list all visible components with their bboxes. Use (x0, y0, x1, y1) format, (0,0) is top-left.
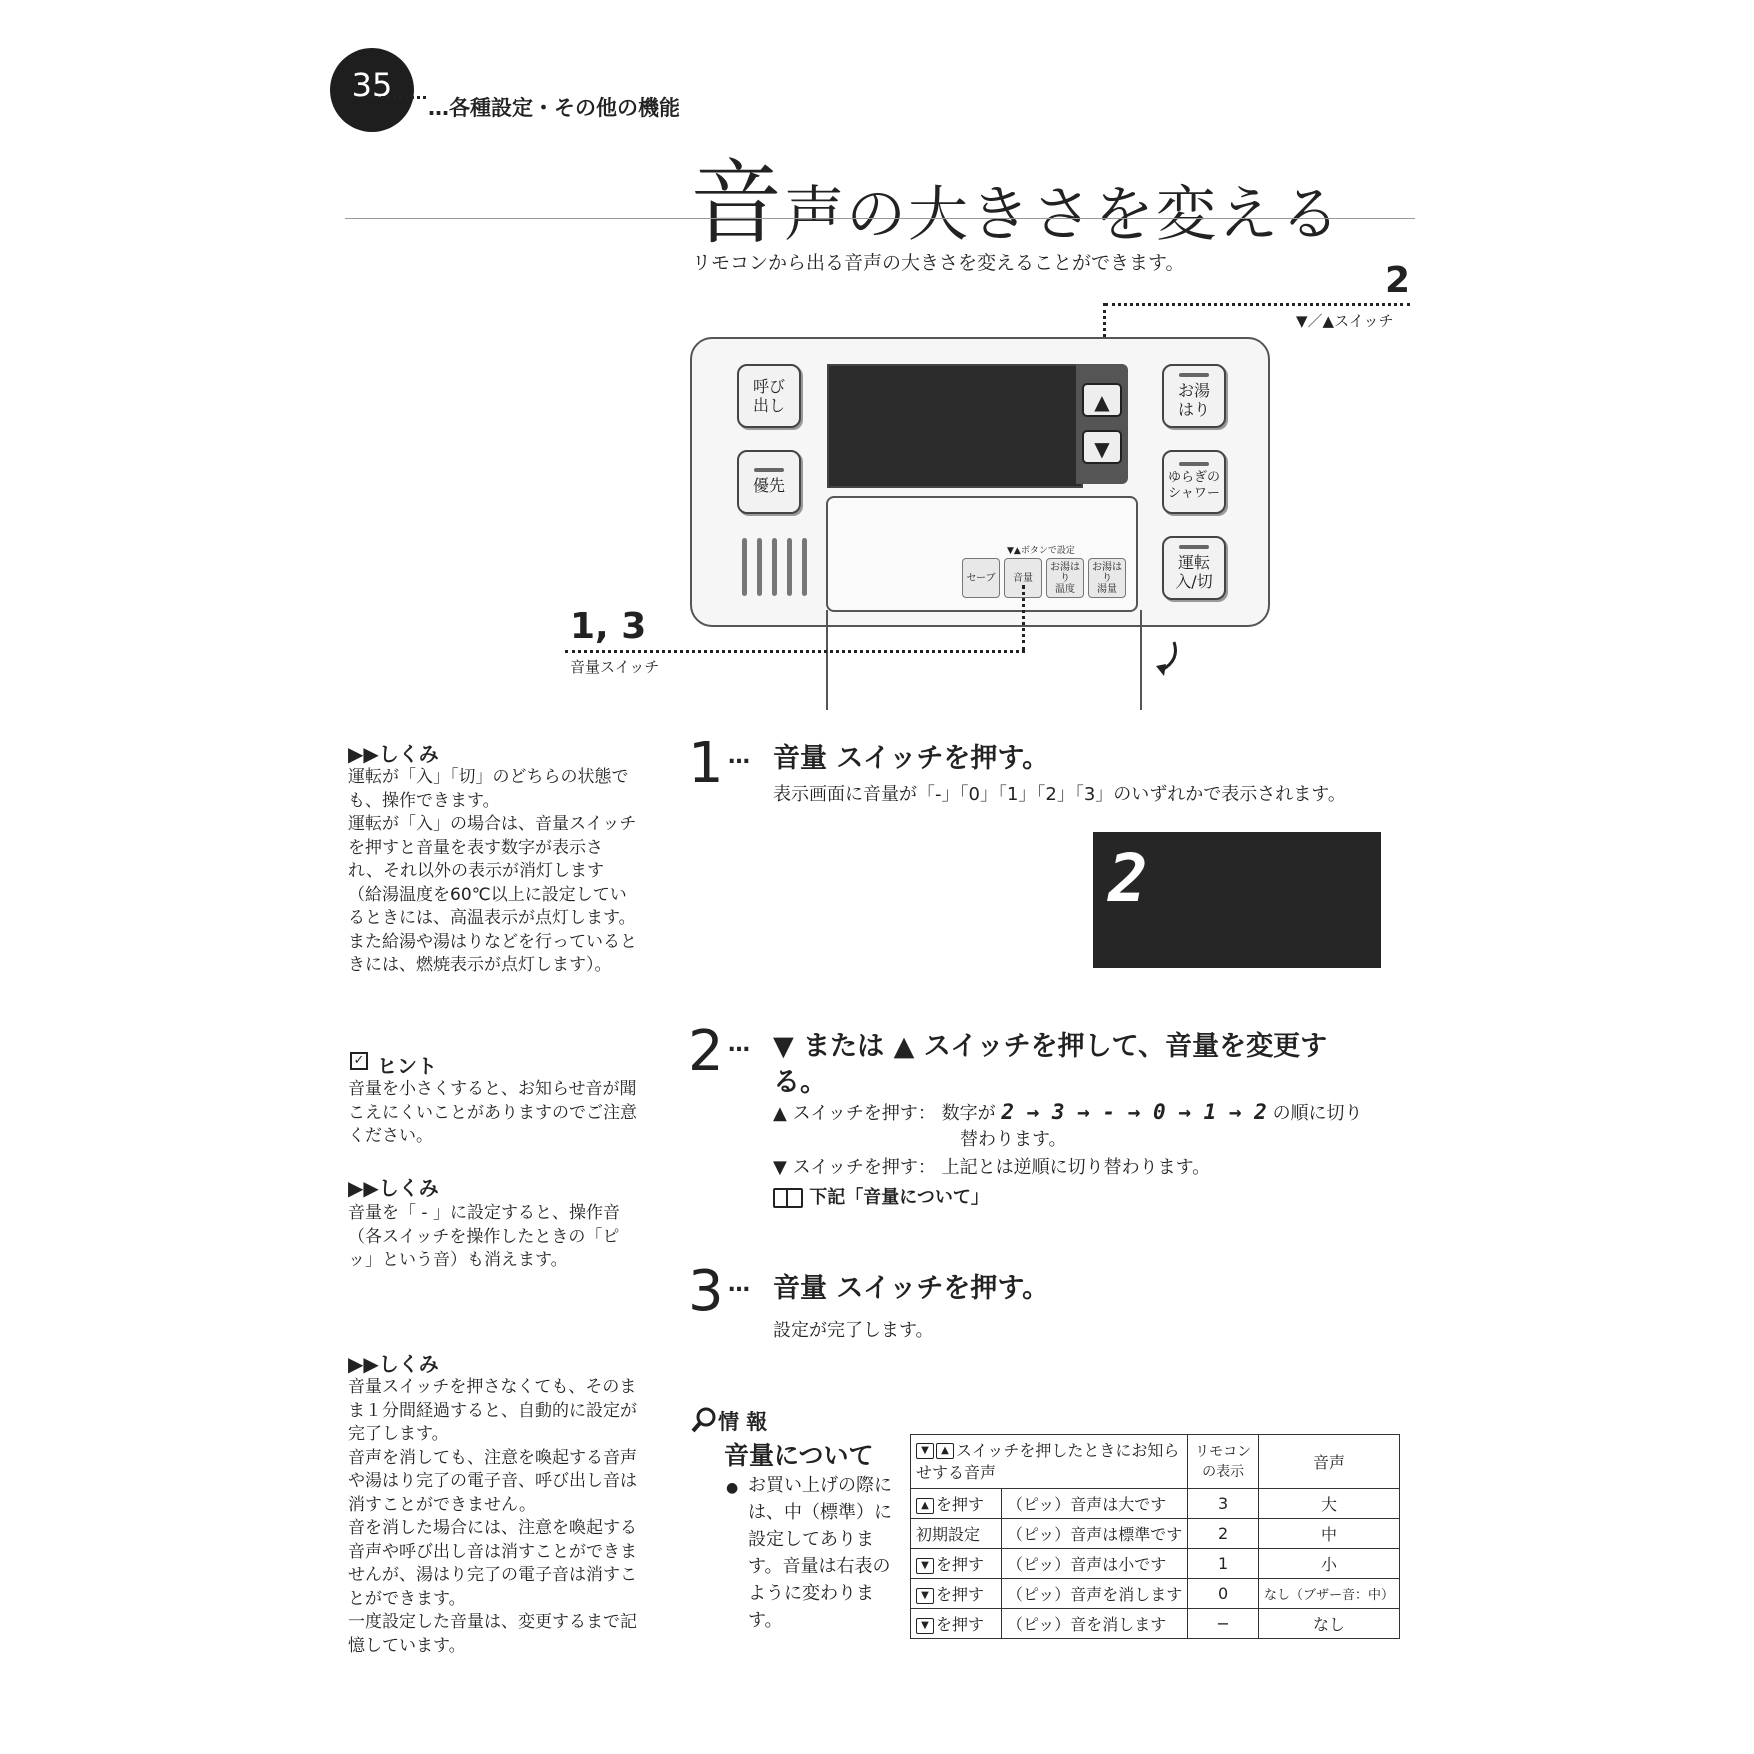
callout-2-number: 2 (1385, 260, 1411, 301)
table-cell-display: 0 (1188, 1579, 1259, 1609)
callout-2-label: ▼／▲スイッチ (1296, 312, 1394, 330)
table-header-row (911, 1435, 1400, 1489)
table-cell-sound: （ピッ）音を消します (1001, 1609, 1187, 1639)
indicator-bar (1179, 545, 1209, 549)
bath-fill-button-label: お湯 はり (1177, 380, 1210, 419)
info-heading: 情 報 (718, 1410, 768, 1434)
table-header-display: リモコンの表示 (1188, 1435, 1259, 1489)
table-cell-display: 3 (1188, 1489, 1259, 1519)
down-switch-label: ▼ スイッチを押す： (773, 1157, 936, 1178)
book-icon (773, 1188, 803, 1208)
indicator-bar (1179, 373, 1209, 377)
table-cell-display: 2 (1188, 1519, 1259, 1549)
up-switch-text-b: の順に切り (1272, 1103, 1363, 1124)
step-2-title-line1: ▼ または ▲ スイッチを押して、音量を変更す (773, 1031, 1328, 1062)
indicator-bar (1179, 462, 1209, 466)
grille-slot (757, 538, 762, 596)
step-1-number: 1 (688, 731, 724, 796)
section-title: …各種設定・その他の機能 (428, 96, 680, 120)
table-cell-sound: （ピッ）音声を消します (1001, 1579, 1187, 1609)
arrow-pad (1076, 364, 1128, 484)
down-key-icon: ▼ (916, 1443, 934, 1459)
title-first-char: 音 (690, 150, 785, 257)
action-text: を押す (936, 1585, 985, 1604)
step-1-title: 音量 スイッチを押す。 (773, 743, 1050, 774)
table-cell-action (911, 1549, 1002, 1579)
key-icon: ▲ (916, 1498, 934, 1514)
step-3-number: 3 (688, 1259, 724, 1324)
key-icon: ▼ (916, 1618, 934, 1634)
mechanism-heading-1: ▶▶しくみ (348, 742, 439, 766)
rotate-arrow-icon (1150, 638, 1184, 678)
reference-link[interactable] (773, 1184, 989, 1212)
callout-1-3-number: 1, 3 (570, 606, 647, 647)
table-cell-voice: 小 (1258, 1549, 1399, 1579)
callout-1-3-leader-vertical (1022, 585, 1025, 651)
table-cell-action (911, 1579, 1002, 1609)
step-1-text: 表示画面に音量が「-」「0」「1」「2」「3」のいずれかで表示されます。 (773, 784, 1346, 805)
bath-temp-button: お湯はり 温度 (1046, 558, 1084, 598)
up-key-icon: ▲ (936, 1443, 954, 1459)
info-subheading: 音量について (724, 1441, 874, 1470)
lid-caption: ▼▲ボタンで設定 (1007, 546, 1075, 556)
volume-button: 音量 (1004, 558, 1042, 598)
check-icon: ✓ (350, 1052, 368, 1070)
table-cell-sound: （ピッ）音声は小です (1001, 1549, 1187, 1579)
grille-slot (742, 538, 747, 596)
remote-display-screen (827, 364, 1083, 488)
lid-button-row (962, 558, 1126, 598)
save-button: セーブ (962, 558, 1000, 598)
grille-slot (787, 538, 792, 596)
title-rest: 声の大きさを変える (784, 180, 1343, 250)
table-cell-action: 初期設定 (911, 1519, 1002, 1549)
up-arrow-button: ▲ (1082, 383, 1122, 417)
step-2-number: 2 (688, 1019, 724, 1084)
table-cell-display: 1 (1188, 1549, 1259, 1579)
table-cell-sound: （ピッ）音声は大です (1001, 1489, 1187, 1519)
up-switch-text-a: 数字が (941, 1103, 996, 1124)
magnifier-icon (690, 1406, 718, 1434)
intro-text: リモコンから出る音声の大きさを変えることができます。 (692, 252, 1185, 274)
call-button (737, 364, 801, 428)
mechanism-heading-2: ▶▶しくみ (348, 1176, 439, 1200)
priority-button (737, 450, 801, 514)
table-header-voice: 音声 (1258, 1435, 1399, 1489)
speaker-grille (742, 538, 807, 596)
hint-text: 音量を小さくすると、お知らせ音が聞こえにくいことがありますのでご注意ください。 (348, 1079, 637, 1146)
table-cell-voice: 大 (1258, 1489, 1399, 1519)
bath-amount-button: お湯はり 湯量 (1088, 558, 1126, 598)
hint-heading: ヒント (377, 1054, 437, 1078)
step-2-down-line (773, 1154, 1210, 1182)
step-3-title: 音量 スイッチを押す。 (773, 1273, 1050, 1304)
power-button-label: 運転 入/切 (1175, 552, 1213, 591)
table-row (911, 1549, 1400, 1579)
step-2-up-line (773, 1098, 1363, 1128)
grille-slot (802, 538, 807, 596)
dotted-leader (370, 96, 426, 99)
up-switch-text-c: 替わります。 (960, 1129, 1067, 1150)
bath-fill-button (1162, 364, 1226, 428)
priority-button-label: 優先 (752, 476, 785, 496)
step-1-dots: … (728, 744, 750, 769)
lcd-digit: 2 (1108, 840, 1148, 917)
table-row (911, 1609, 1400, 1639)
bullet-dot: ● (726, 1480, 739, 1496)
indicator-bar (754, 468, 784, 472)
step-3-dots: … (728, 1272, 750, 1297)
action-text: を押す (936, 1555, 985, 1574)
mechanism-heading-3: ▶▶しくみ (348, 1352, 439, 1376)
action-text: を押す (936, 1495, 985, 1514)
volume-sequence: 2 → 3 → - → 0 → 1 → 2 (1001, 1100, 1267, 1124)
down-switch-text: 上記とは逆順に切り替わります。 (941, 1157, 1211, 1178)
step-2-dots: … (728, 1032, 750, 1057)
mechanism-text-1: 運転が「入」「切」のどちらの状態でも、操作できます。 運転が「入」の場合は、音量スイッチを押すと音量を表す数字が表示され、それ以外の表示が消灯します（給湯温度を60℃以上に設定しているときには、高温表示が点灯します。また給湯や湯はりなどを行っているときには、燃焼表示が点灯します）。 (348, 767, 637, 975)
shower-button-label: ゆらぎの シャワー (1167, 470, 1220, 501)
shower-button (1162, 450, 1226, 514)
table-header-sound (911, 1435, 1188, 1489)
grille-slot (772, 538, 777, 596)
callout-2-leader (1105, 303, 1410, 306)
table-cell-display: − (1188, 1609, 1259, 1639)
remote-stand (826, 610, 1142, 710)
up-switch-label: ▲ スイッチを押す： (773, 1103, 936, 1124)
key-icon: ▼ (916, 1558, 934, 1574)
volume-table (910, 1434, 1400, 1639)
action-text: を押す (936, 1615, 985, 1634)
call-button-label: 呼び 出し (752, 376, 785, 415)
step-2-title-line2: る。 (773, 1067, 827, 1098)
table-cell-voice: なし (1258, 1609, 1399, 1639)
callout-1-3-label: 音量スイッチ (570, 658, 660, 676)
table-header-sound-text: スイッチを押したときにお知らせする音声 (916, 1440, 1180, 1482)
reference-text: 下記「音量について」 (809, 1187, 989, 1208)
down-arrow-button: ▼ (1082, 430, 1122, 464)
step-3-text: 設定が完了します。 (773, 1320, 934, 1341)
title-divider (345, 218, 1415, 219)
mechanism-text-2: 音量を「 - 」に設定すると、操作音（各スイッチを操作したときの「ピッ」という音）も消えます。 (348, 1203, 620, 1270)
callout-1-3-leader (565, 650, 1025, 653)
table-row (911, 1579, 1400, 1609)
page-number-badge: 35 (330, 48, 414, 132)
table-row (911, 1489, 1400, 1519)
mechanism-text-3: 音量スイッチを押さなくても、そのまま１分間経過すると、自動的に設定が完了します。 音声を消しても、注意を喚起する音声や湯はり完了の電子音、呼び出し音は消すことができません。 音を消した場合には、注意を喚起する音声や呼び出し音は消すことができませんが、湯はり完了の電子音は消すことができます。 一度設定した音量は、変更するまで記憶しています。 (348, 1377, 637, 1656)
table-row (911, 1519, 1400, 1549)
table-cell-action (911, 1489, 1002, 1519)
key-icon: ▼ (916, 1588, 934, 1604)
page-title (690, 130, 1342, 262)
table-cell-voice: 中 (1258, 1519, 1399, 1549)
power-button (1162, 536, 1226, 600)
table-cell-sound: （ピッ）音声は標準です (1001, 1519, 1187, 1549)
info-text: お買い上げの際には、中（標準）に設定してあります。音量は右表のように変わります。 (748, 1475, 892, 1631)
table-cell-voice: なし（ブザー音：中） (1258, 1579, 1399, 1609)
table-cell-action (911, 1609, 1002, 1639)
